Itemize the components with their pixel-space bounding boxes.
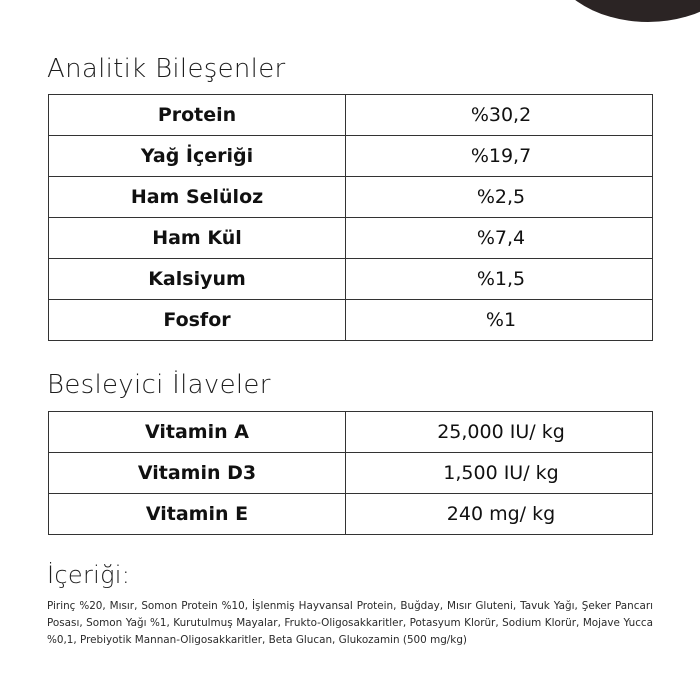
row-value <box>346 412 653 453</box>
row-value <box>346 259 653 300</box>
value-text: %30,2 <box>470 104 532 126</box>
table-row <box>49 494 653 535</box>
table-row <box>49 453 653 494</box>
row-label: Fosfor <box>49 300 346 341</box>
value-text: %7,4 <box>476 227 526 249</box>
table-row <box>49 218 653 259</box>
analitik-table <box>48 94 653 341</box>
table-row <box>49 300 653 341</box>
row-label: Vitamin D3 <box>49 453 346 494</box>
row-label: Ham Selüloz <box>49 177 346 218</box>
besleyici-table <box>48 411 653 535</box>
analitik-title: Analitik Bileşenler <box>47 54 286 84</box>
value-text: %2,5 <box>476 186 526 208</box>
row-value <box>346 300 653 341</box>
row-value <box>346 218 653 259</box>
table-row <box>49 177 653 218</box>
value-text: 25,000 IU/ kg <box>437 421 565 443</box>
table-row <box>49 95 653 136</box>
row-label: Vitamin A <box>49 412 346 453</box>
row-label: Ham Kül <box>49 218 346 259</box>
value-text: 240 mg/ kg <box>446 503 556 525</box>
corner-decoration <box>548 0 700 22</box>
besleyici-title: Besleyici İlaveler <box>47 370 271 400</box>
value-text: %19,7 <box>470 145 532 167</box>
row-label: Vitamin E <box>49 494 346 535</box>
value-text: %1 <box>485 309 517 331</box>
row-value <box>346 494 653 535</box>
ingredients-text: Pirinç %20, Mısır, Somon Protein %10, İşlenmiş Hayvansal Protein, Buğday, Mısır Gluteni, Tavuk Yağı, Şeker Pancarı Posası, Somon Yağı %1, Kurutulmuş Mayalar, Frukto-Oligosakkaritler, Potasyum Klorür, Sodium Klorür, Mojave Yucca %0,1, Prebiyotik Mannan-Oligosakkaritler, Beta Glucan, Glukozamin (500 mg/kg) <box>47 600 653 646</box>
row-label: Yağ İçeriği <box>49 136 346 177</box>
table-row <box>49 259 653 300</box>
row-label: Protein <box>49 95 346 136</box>
row-value <box>346 177 653 218</box>
row-value <box>346 453 653 494</box>
table-row <box>49 136 653 177</box>
value-text: %1,5 <box>476 268 526 290</box>
row-value <box>346 95 653 136</box>
row-label: Kalsiyum <box>49 259 346 300</box>
table-row <box>49 412 653 453</box>
icerigi-title: İçeriği: <box>47 561 131 589</box>
value-text: 1,500 IU/ kg <box>443 462 559 484</box>
row-value <box>346 136 653 177</box>
